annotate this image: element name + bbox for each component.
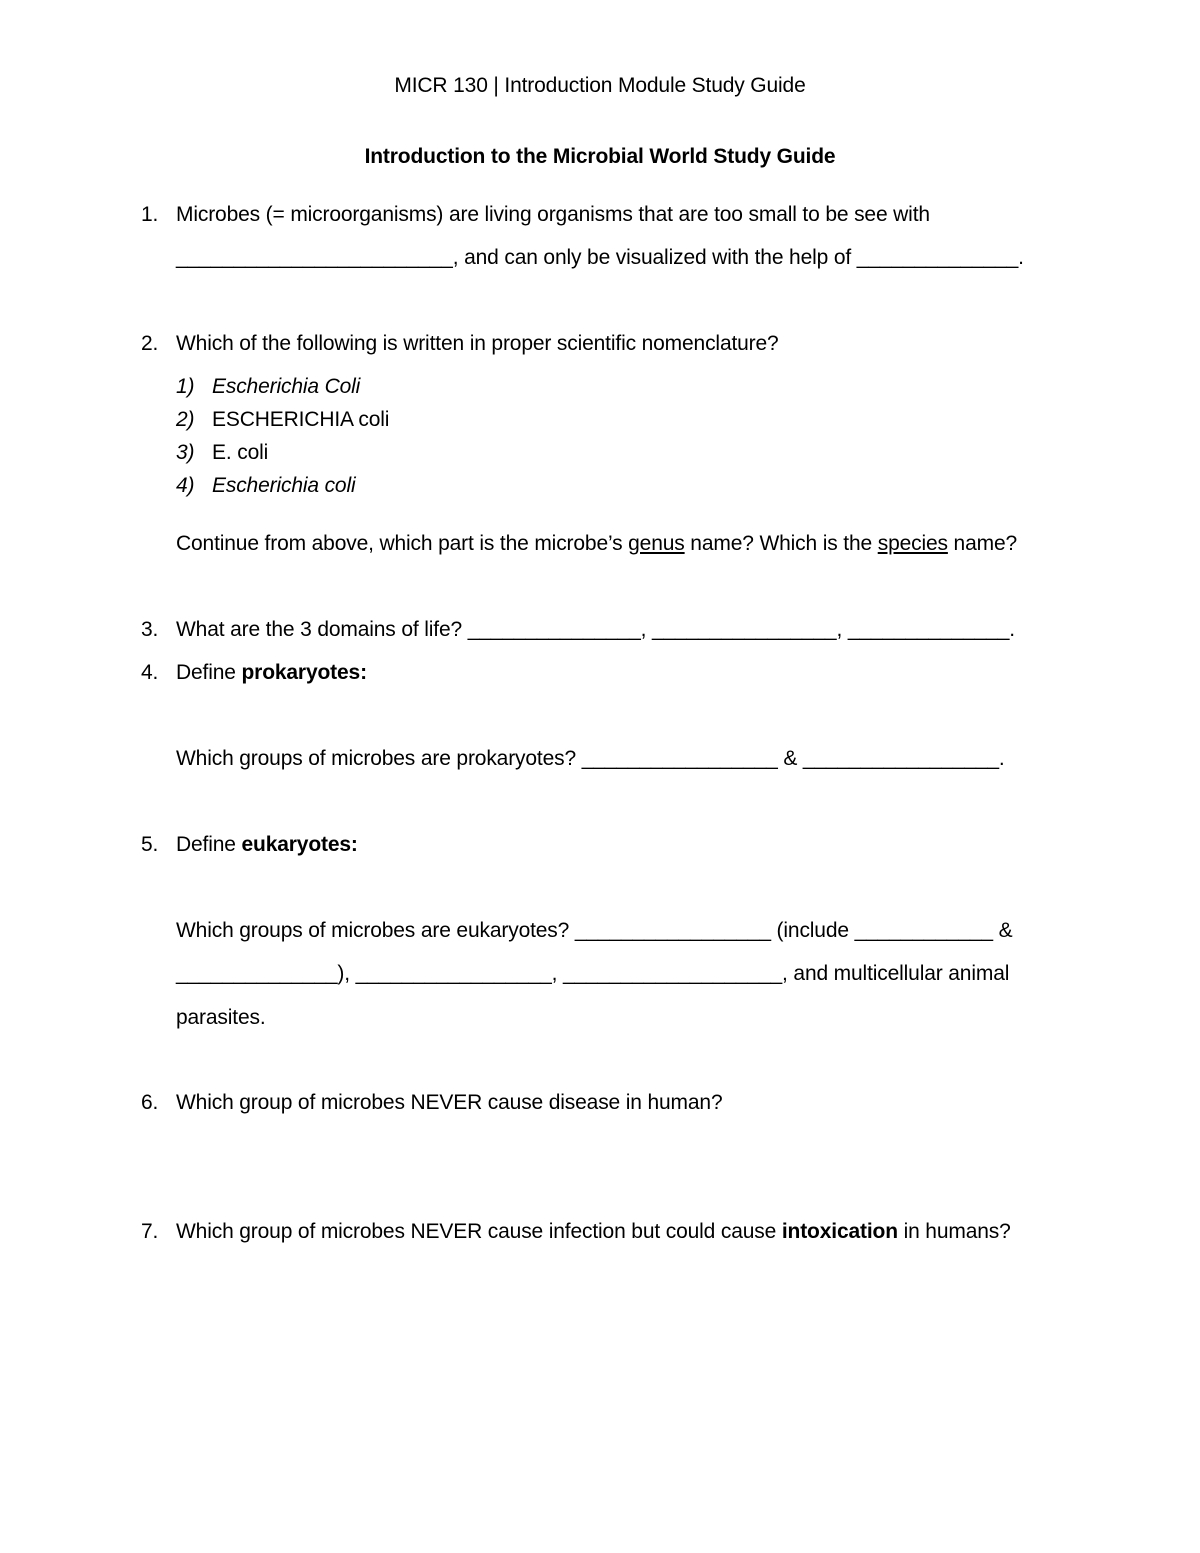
question-7-text <box>176 1219 1011 1245</box>
option-3-text: E. coli <box>212 441 269 464</box>
followup-text-b: name? Which is the <box>684 532 878 555</box>
define-label: Define <box>176 833 242 856</box>
question-1-line-2: ________________________, and can only be visualized with the help of ______________. <box>176 246 1024 269</box>
intoxication-term: intoxication <box>781 1220 898 1243</box>
option-1-text: Escherichia Coli <box>212 375 361 398</box>
question-2-followup <box>176 531 1017 557</box>
question-5-line-3: parasites. <box>176 1006 266 1029</box>
question-4-number: 4. <box>141 661 159 684</box>
question-1-line-1: Microbes (= microorganisms) are living organisms that are too small to be see with <box>176 203 930 226</box>
question-6-number: 6. <box>141 1091 159 1114</box>
option-3-number: 3) <box>176 441 195 464</box>
question-5-text <box>176 832 358 858</box>
species-term: species <box>877 532 948 555</box>
question-2-text: Which of the following is written in proper scientific nomenclature? <box>176 332 779 355</box>
question-4-text <box>176 660 367 686</box>
question-5-line-1: Which groups of microbes are eukaryotes? _________________ (include ____________ & <box>176 919 1013 942</box>
page-header: MICR 130 | Introduction Module Study Guide <box>394 74 806 97</box>
question-6-text: Which group of microbes NEVER cause disease in human? <box>176 1091 723 1114</box>
followup-text-a: Continue from above, which part is the microbe’s <box>176 532 629 555</box>
question-3-number: 3. <box>141 618 159 641</box>
define-label: Define <box>176 661 242 684</box>
question-7-number: 7. <box>141 1220 159 1243</box>
eukaryotes-term: eukaryotes: <box>241 833 358 856</box>
question-1-number: 1. <box>141 203 159 226</box>
followup-text-c: name? <box>947 532 1018 555</box>
question-3-text: What are the 3 domains of life? _______________, ________________, ______________. <box>176 618 1015 641</box>
question-7-text-a: Which group of microbes NEVER cause infection but could cause <box>176 1220 782 1243</box>
question-7-text-b: in humans? <box>897 1220 1011 1243</box>
option-1-number: 1) <box>176 375 195 398</box>
question-5-number: 5. <box>141 833 159 856</box>
option-2-number: 2) <box>176 408 195 431</box>
option-4-text: Escherichia coli <box>212 474 356 497</box>
prokaryotes-term: prokaryotes: <box>241 661 367 684</box>
page-title: Introduction to the Microbial World Study Guide <box>364 145 836 168</box>
question-5-line-2: ______________), _________________, ___________________, and multicellular animal <box>176 962 1010 985</box>
question-2-number: 2. <box>141 332 159 355</box>
option-2-text: ESCHERICHIA coli <box>212 408 390 431</box>
genus-term: genus <box>628 532 685 555</box>
question-4-followup: Which groups of microbes are prokaryotes? _________________ & _________________. <box>176 747 1005 770</box>
option-4-number: 4) <box>176 474 195 497</box>
